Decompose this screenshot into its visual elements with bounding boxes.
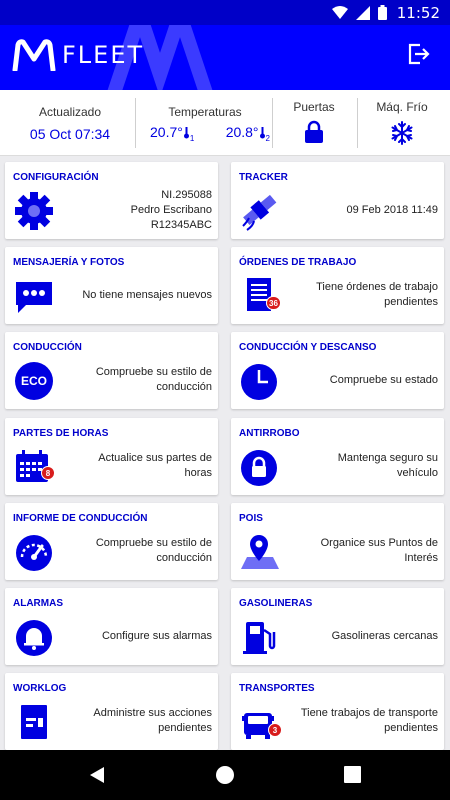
card-conduccion-descanso[interactable] [231,332,444,409]
speedometer-icon [13,531,55,573]
thermometer-icon [259,127,266,139]
divider [135,98,136,148]
card-ordenes[interactable] [231,247,444,324]
card-worklog[interactable] [5,673,218,750]
card-text: No tiene mensajes nuevos [82,288,212,301]
card-informe-conduccion[interactable] [5,503,218,580]
card-title: CONFIGURACIÓN [13,172,99,183]
card-partes-horas[interactable] [5,418,218,495]
card-antirrobo[interactable] [231,418,444,495]
snowflake-icon [390,121,414,145]
satellite-icon [239,190,281,232]
card-title: PARTES DE HORAS [13,428,109,439]
lock-icon [239,446,281,488]
card-title: TRACKER [239,172,288,183]
card-configuracion[interactable] [5,162,218,239]
card-title: POIS [239,513,263,524]
navigation-bar [0,750,450,800]
card-text: Actualice sus partes de horas [98,452,212,479]
card-title: GASOLINERAS [239,598,313,609]
card-title: WORKLOG [13,683,67,694]
updated-cell [10,90,130,156]
card-gasolineras[interactable] [231,588,444,665]
battery-icon [378,5,387,20]
card-text: Mantenga seguro su vehículo [337,452,438,479]
card-text: Compruebe su estado [329,373,438,386]
card-mensajeria[interactable] [5,247,218,324]
gear-icon [13,190,55,232]
brand-m-icon [12,39,56,71]
chat-icon [13,275,55,317]
card-text: Compruebe su estilo de conducción [95,537,212,564]
badge-count: 36 [266,296,281,310]
back-icon[interactable] [88,766,106,784]
card-title: ALARMAS [13,598,63,609]
temperature-2: 20.8° $_2$ [225,124,270,143]
card-title: CONDUCCIÓN Y DESCANSO [239,342,377,353]
card-text: 09 Feb 2018 11:49 [346,203,438,216]
recents-icon[interactable] [344,766,361,783]
badge-count: 3 [268,723,282,737]
card-text: Tiene trabajos de transporte pendientes [300,707,438,734]
app-logo [12,39,144,71]
wifi-icon [332,6,348,20]
home-icon[interactable] [215,765,235,785]
temperatures-label: Temperaturas [168,105,242,119]
eco-icon: ECO [15,362,53,400]
updated-label: Actualizado [38,105,102,119]
map-pin-icon [239,531,281,573]
updated-value: 05 Oct 07:34 [29,126,111,142]
temperatures-cell [140,90,270,156]
summary-panel [0,90,450,156]
signal-icon [356,6,370,20]
lock-icon [304,120,324,144]
doors-cell [273,90,355,156]
brand-name: FLEET [62,41,145,69]
cold-machine-cell [358,90,446,156]
bell-icon [13,616,55,658]
logout-icon[interactable] [406,42,430,66]
card-title: CONDUCCIÓN [13,342,82,353]
fuel-pump-icon [239,616,281,658]
card-title: INFORME DE CONDUCCIÓN [13,513,148,524]
card-title: TRANSPORTES [239,683,315,694]
card-text: NI.295088 Pedro Escribano R12345ABC [130,188,212,231]
status-bar [0,0,450,25]
clock: 11:52 [396,3,440,22]
doors-label: Puertas [293,100,335,114]
card-text: Administre sus acciones pendientes [93,707,212,734]
thermometer-icon [183,127,190,139]
app-bar [0,25,450,90]
card-text: Tiene órdenes de trabajo pendientes [316,281,438,308]
card-text: Configure sus alarmas [101,629,212,642]
worklog-icon [13,701,55,743]
card-text: Gasolineras cercanas [331,629,438,642]
badge-count: 8 [41,466,55,480]
card-text: Compruebe su estilo de conducción [95,366,212,393]
card-tracker[interactable] [231,162,444,239]
cold-machine-label: Máq. Frío [376,100,428,114]
card-alarmas[interactable] [5,588,218,665]
card-conduccion[interactable] [5,332,218,409]
card-transportes[interactable] [231,673,444,750]
card-pois[interactable] [231,503,444,580]
clock-icon [239,360,281,402]
temperature-1: 20.7° $_1$ [150,124,195,143]
card-title: ANTIRROBO [239,428,300,439]
card-title: MENSAJERÍA Y FOTOS [13,257,125,268]
card-text: Organice sus Puntos de Interés [320,537,438,564]
card-title: ÓRDENES DE TRABAJO [239,257,357,268]
